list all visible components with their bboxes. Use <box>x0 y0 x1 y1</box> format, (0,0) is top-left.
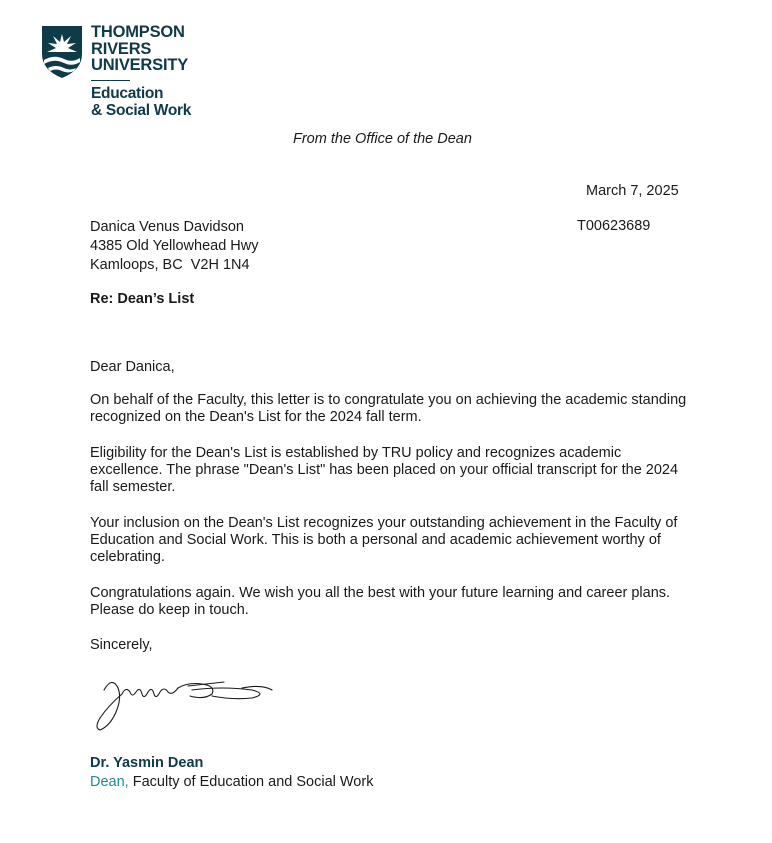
recipient-city: Kamloops, BC V2H 1N4 <box>90 257 250 273</box>
recipient-name: Danica Venus Davidson <box>90 219 244 235</box>
body-paragraph-4: Congratulations again. We wish you all the best with your future learning and career plans. Please do keep in touch. <box>90 585 671 618</box>
body-paragraph-2: Eligibility for the Dean's List is established by TRU policy and recognizes academic excellence. The phrase "Dean's List" has been placed on your official transcript for the 2024 fall semester. <box>90 445 679 495</box>
subject-line: Re: Dean’s List <box>90 291 195 307</box>
signer-title <box>90 774 373 790</box>
signer-name: Dr. Yasmin Dean <box>90 755 204 771</box>
department-line-1: Education <box>91 85 164 102</box>
university-line-1: THOMPSON <box>91 23 185 41</box>
department-name <box>91 86 191 119</box>
student-id: T00623689 <box>577 218 651 234</box>
signer-role: Dean, <box>90 774 129 790</box>
recipient-street: 4385 Old Yellowhead Hwy <box>90 238 259 254</box>
recipient-address <box>90 218 258 275</box>
handwritten-signature <box>92 668 292 738</box>
tru-shield-logo-icon <box>40 24 84 80</box>
salutation: Dear Danica, <box>90 359 175 375</box>
body-paragraph-3: Your inclusion on the Dean's List recognizes your outstanding achievement in the Faculty of Education and Social Work. This is both a personal and academic achievement worthy of celebrating. <box>90 515 678 565</box>
letterhead-divider <box>91 80 130 81</box>
department-line-2: & Social Work <box>91 101 192 119</box>
office-line: From the Office of the Dean <box>293 131 472 147</box>
closing: Sincerely, <box>90 637 153 653</box>
body-paragraph-1: On behalf of the Faculty, this letter is to congratulate you on achieving the academic standing recognized on the Dean's List for the 2024 fall term. <box>90 392 687 425</box>
university-line-3: UNIVERSITY <box>91 56 189 74</box>
university-line-2: RIVERS <box>91 39 152 58</box>
university-wordmark <box>91 24 188 74</box>
letter-date: March 7, 2025 <box>586 183 679 199</box>
signer-faculty: Faculty of Education and Social Work <box>128 774 374 790</box>
